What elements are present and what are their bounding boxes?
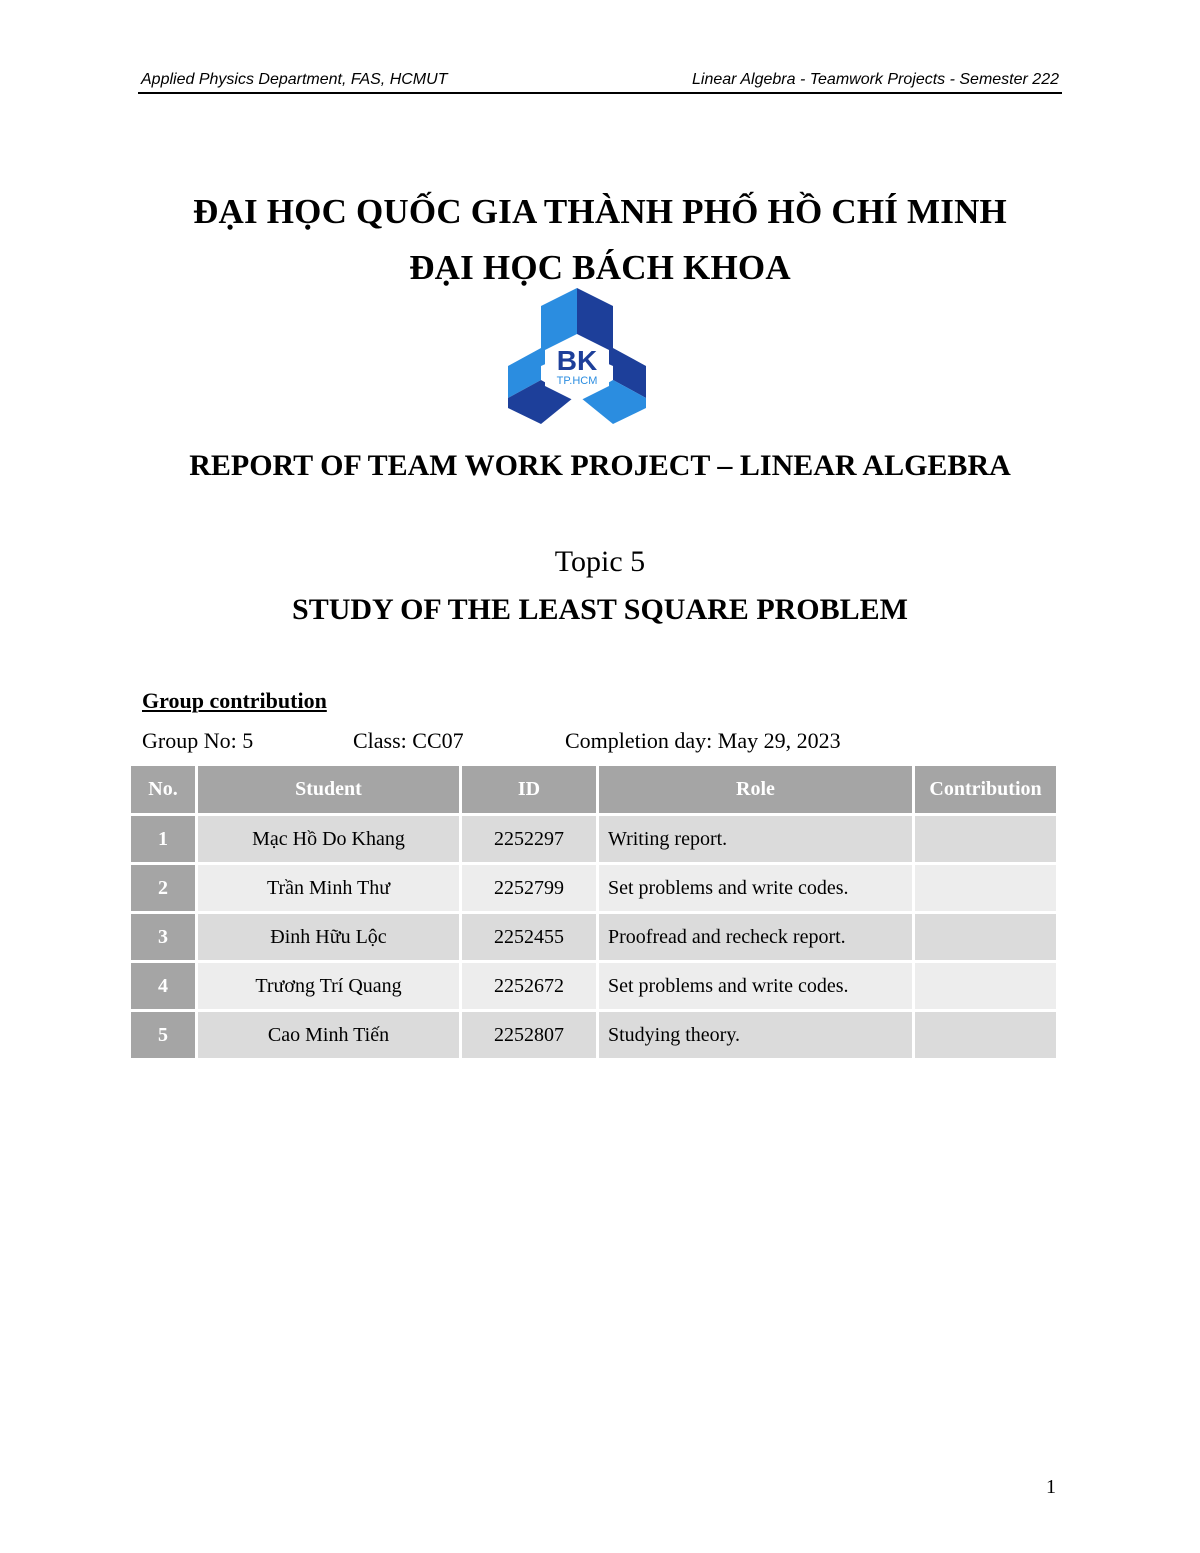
table-row (131, 911, 1056, 960)
contribution-table (131, 766, 1056, 1058)
header-id: ID (459, 766, 596, 813)
group-contribution-heading: Group contribution (142, 688, 327, 713)
table-row (131, 1009, 1056, 1058)
report-title: REPORT OF TEAM WORK PROJECT – LINEAR ALGEBRA (189, 449, 1011, 482)
header-contribution: Contribution (912, 766, 1056, 813)
table-row (131, 862, 1056, 911)
student-name: Đinh Hữu Lộc (195, 911, 459, 960)
student-contribution (912, 911, 1056, 960)
topic-label: Topic 5 (554, 545, 646, 578)
student-name: Mạc Hồ Do Khang (195, 813, 459, 862)
row-number: 4 (131, 960, 195, 1009)
header-student: Student (195, 766, 459, 813)
university-line-2: ĐẠI HỌC BÁCH KHOA (409, 248, 791, 287)
bk-university-logo (508, 288, 646, 424)
table-row (131, 813, 1056, 862)
student-contribution (912, 813, 1056, 862)
student-name: Cao Minh Tiến (195, 1009, 459, 1058)
row-number: 3 (131, 911, 195, 960)
logo-text-main: BK (556, 345, 598, 376)
table-header-row (131, 766, 1056, 813)
page-number: 1 (1046, 1476, 1056, 1498)
row-number: 1 (131, 813, 195, 862)
student-name: Trần Minh Thư (195, 862, 459, 911)
student-role: Proofread and recheck report. (596, 911, 912, 960)
row-number: 5 (131, 1009, 195, 1058)
completion-day: Completion day: May 29, 2023 (565, 728, 841, 753)
student-role: Set problems and write codes. (596, 960, 912, 1009)
header-right-text: Linear Algebra - Teamwork Projects - Semester 222 (692, 71, 1059, 88)
page-header (138, 70, 1062, 94)
row-number: 2 (131, 862, 195, 911)
student-id: 2252455 (459, 911, 596, 960)
student-role: Writing report. (596, 813, 912, 862)
header-left-text: Applied Physics Department, FAS, HCMUT (141, 71, 448, 88)
topic-title: STUDY OF THE LEAST SQUARE PROBLEM (292, 593, 908, 626)
logo-text-sub: TP.HCM (556, 375, 598, 387)
header-no: No. (131, 766, 195, 813)
header-role: Role (596, 766, 912, 813)
student-name: Trương Trí Quang (195, 960, 459, 1009)
student-id: 2252807 (459, 1009, 596, 1058)
student-id: 2252799 (459, 862, 596, 911)
table-row (131, 960, 1056, 1009)
student-role: Set problems and write codes. (596, 862, 912, 911)
student-id: 2252672 (459, 960, 596, 1009)
group-number: Group No: 5 (142, 728, 254, 753)
student-contribution (912, 960, 1056, 1009)
student-id: 2252297 (459, 813, 596, 862)
class-code: Class: CC07 (353, 728, 464, 753)
student-contribution (912, 1009, 1056, 1058)
university-line-1: ĐẠI HỌC QUỐC GIA THÀNH PHỐ HỒ CHÍ MINH (193, 192, 1007, 231)
student-contribution (912, 862, 1056, 911)
student-role: Studying theory. (596, 1009, 912, 1058)
